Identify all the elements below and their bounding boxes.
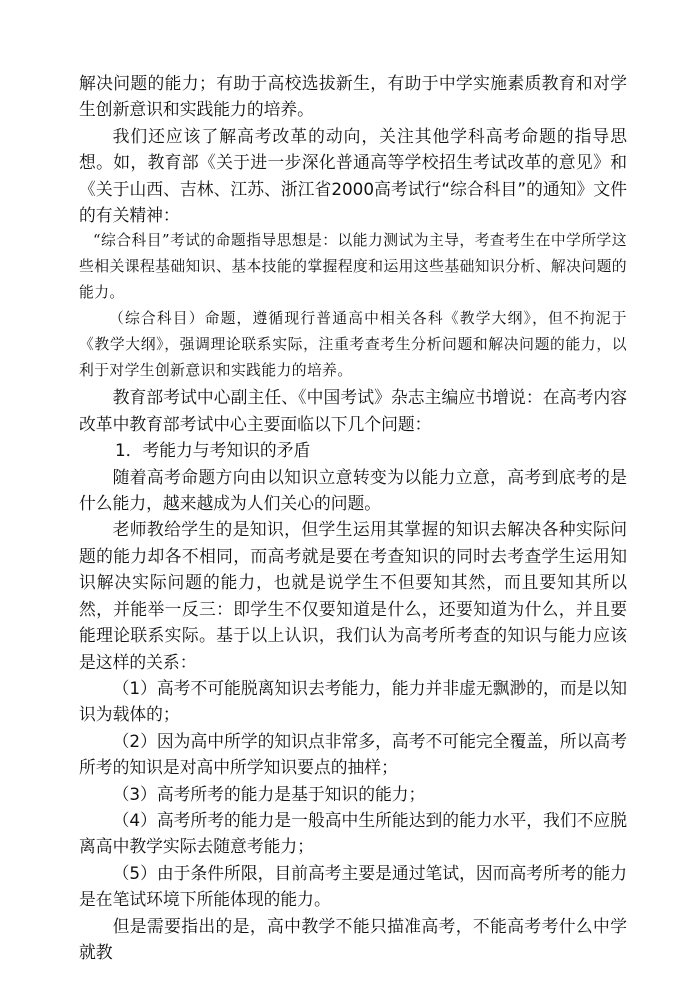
quote-guiding-idea: “综合科目”考试的命题指导思想是：以能力测试为主导，考查考生在中学所学这些相关课程基础知识、基本技能的掌握程度和运用这些基础知识分析、解决问题的能力。 bbox=[79, 232, 627, 302]
list-item-5: （5）由于条件所限，目前高考主要是通过笔试，因而高考所考的能力是在笔试环境下所能体现的能力。 bbox=[79, 862, 627, 910]
list-item-2: （2）因为高中所学的知识点非常多，高考不可能完全覆盖，所以高考所考的知识是对高中所学知识要点的抽样； bbox=[79, 730, 627, 778]
paragraph-teaching-note: 但是需要指出的是，高中教学不能只描准高考，不能高考考什么中学就教 bbox=[79, 915, 627, 962]
paragraph-ability-question: 随着高考命题方向由以知识立意转变为以能力立意，高考到底考的是什么能力，越来越成为人们关心的问题。 bbox=[79, 466, 627, 514]
paragraph-knowledge-and-ability: 老师教给学生的是知识，但学生运用其掌握的知识去解决各种实际问题的能力却各不相同，而高考就是要在考查知识的同时去考查学生运用知识解决实际问题的能力，也就是说学生不但要知其然，而且要知其所以然，并能举一反三：即学生不仅要知道是什么，还要知道为什么，并且要能理论联系实际。基于以上认识，我们认为高考所考查的知识与能力应该是这样的关系： bbox=[79, 519, 627, 672]
paragraph-exam-center: 教育部考试中心副主任、《中国考试》杂志主编应书增说：在高考内容改革中教育部考试中心主要面临以下几个问题： bbox=[79, 387, 627, 434]
list-item-3: （3）高考所考的能力是基于知识的能力； bbox=[112, 783, 426, 804]
section-heading-ability-vs-knowledge: 1．考能力与考知识的矛盾 bbox=[115, 440, 311, 461]
list-item-1: （1）高考不可能脱离知识去考能力，能力并非虚无飘渺的，而是以知识为载体的； bbox=[79, 677, 627, 725]
paragraph-reform-trends: 我们还应该了解高考改革的动向，关注其他学科高考命题的指导思想。如，教育部《关于进一步深化普通高等学校招生考试改革的意见》和《关于山西、吉林、江苏、浙江省2000高考试行“综合科目”的通知》文件的有关精神： bbox=[79, 125, 627, 226]
paragraph-continued: 解决问题的能力；有助于高校选拔新生，有助于中学实施素质教育和对学生创新意识和实践能力的培养。 bbox=[79, 73, 627, 120]
document-body bbox=[79, 70, 627, 965]
list-item-4: （4）高考所考的能力是一般高中生所能达到的能力水平，我们不应脱离高中教学实际去随意考能力； bbox=[79, 809, 627, 857]
quote-syllabus: （综合科目）命题，遵循现行普通高中相关各科《教学大纲》，但不拘泥于《教学大纲》，强调理论联系实际，注重考查考生分析问题和解决问题的能力，以利于对学生创新意识和实践能力的培养。 bbox=[79, 310, 627, 380]
